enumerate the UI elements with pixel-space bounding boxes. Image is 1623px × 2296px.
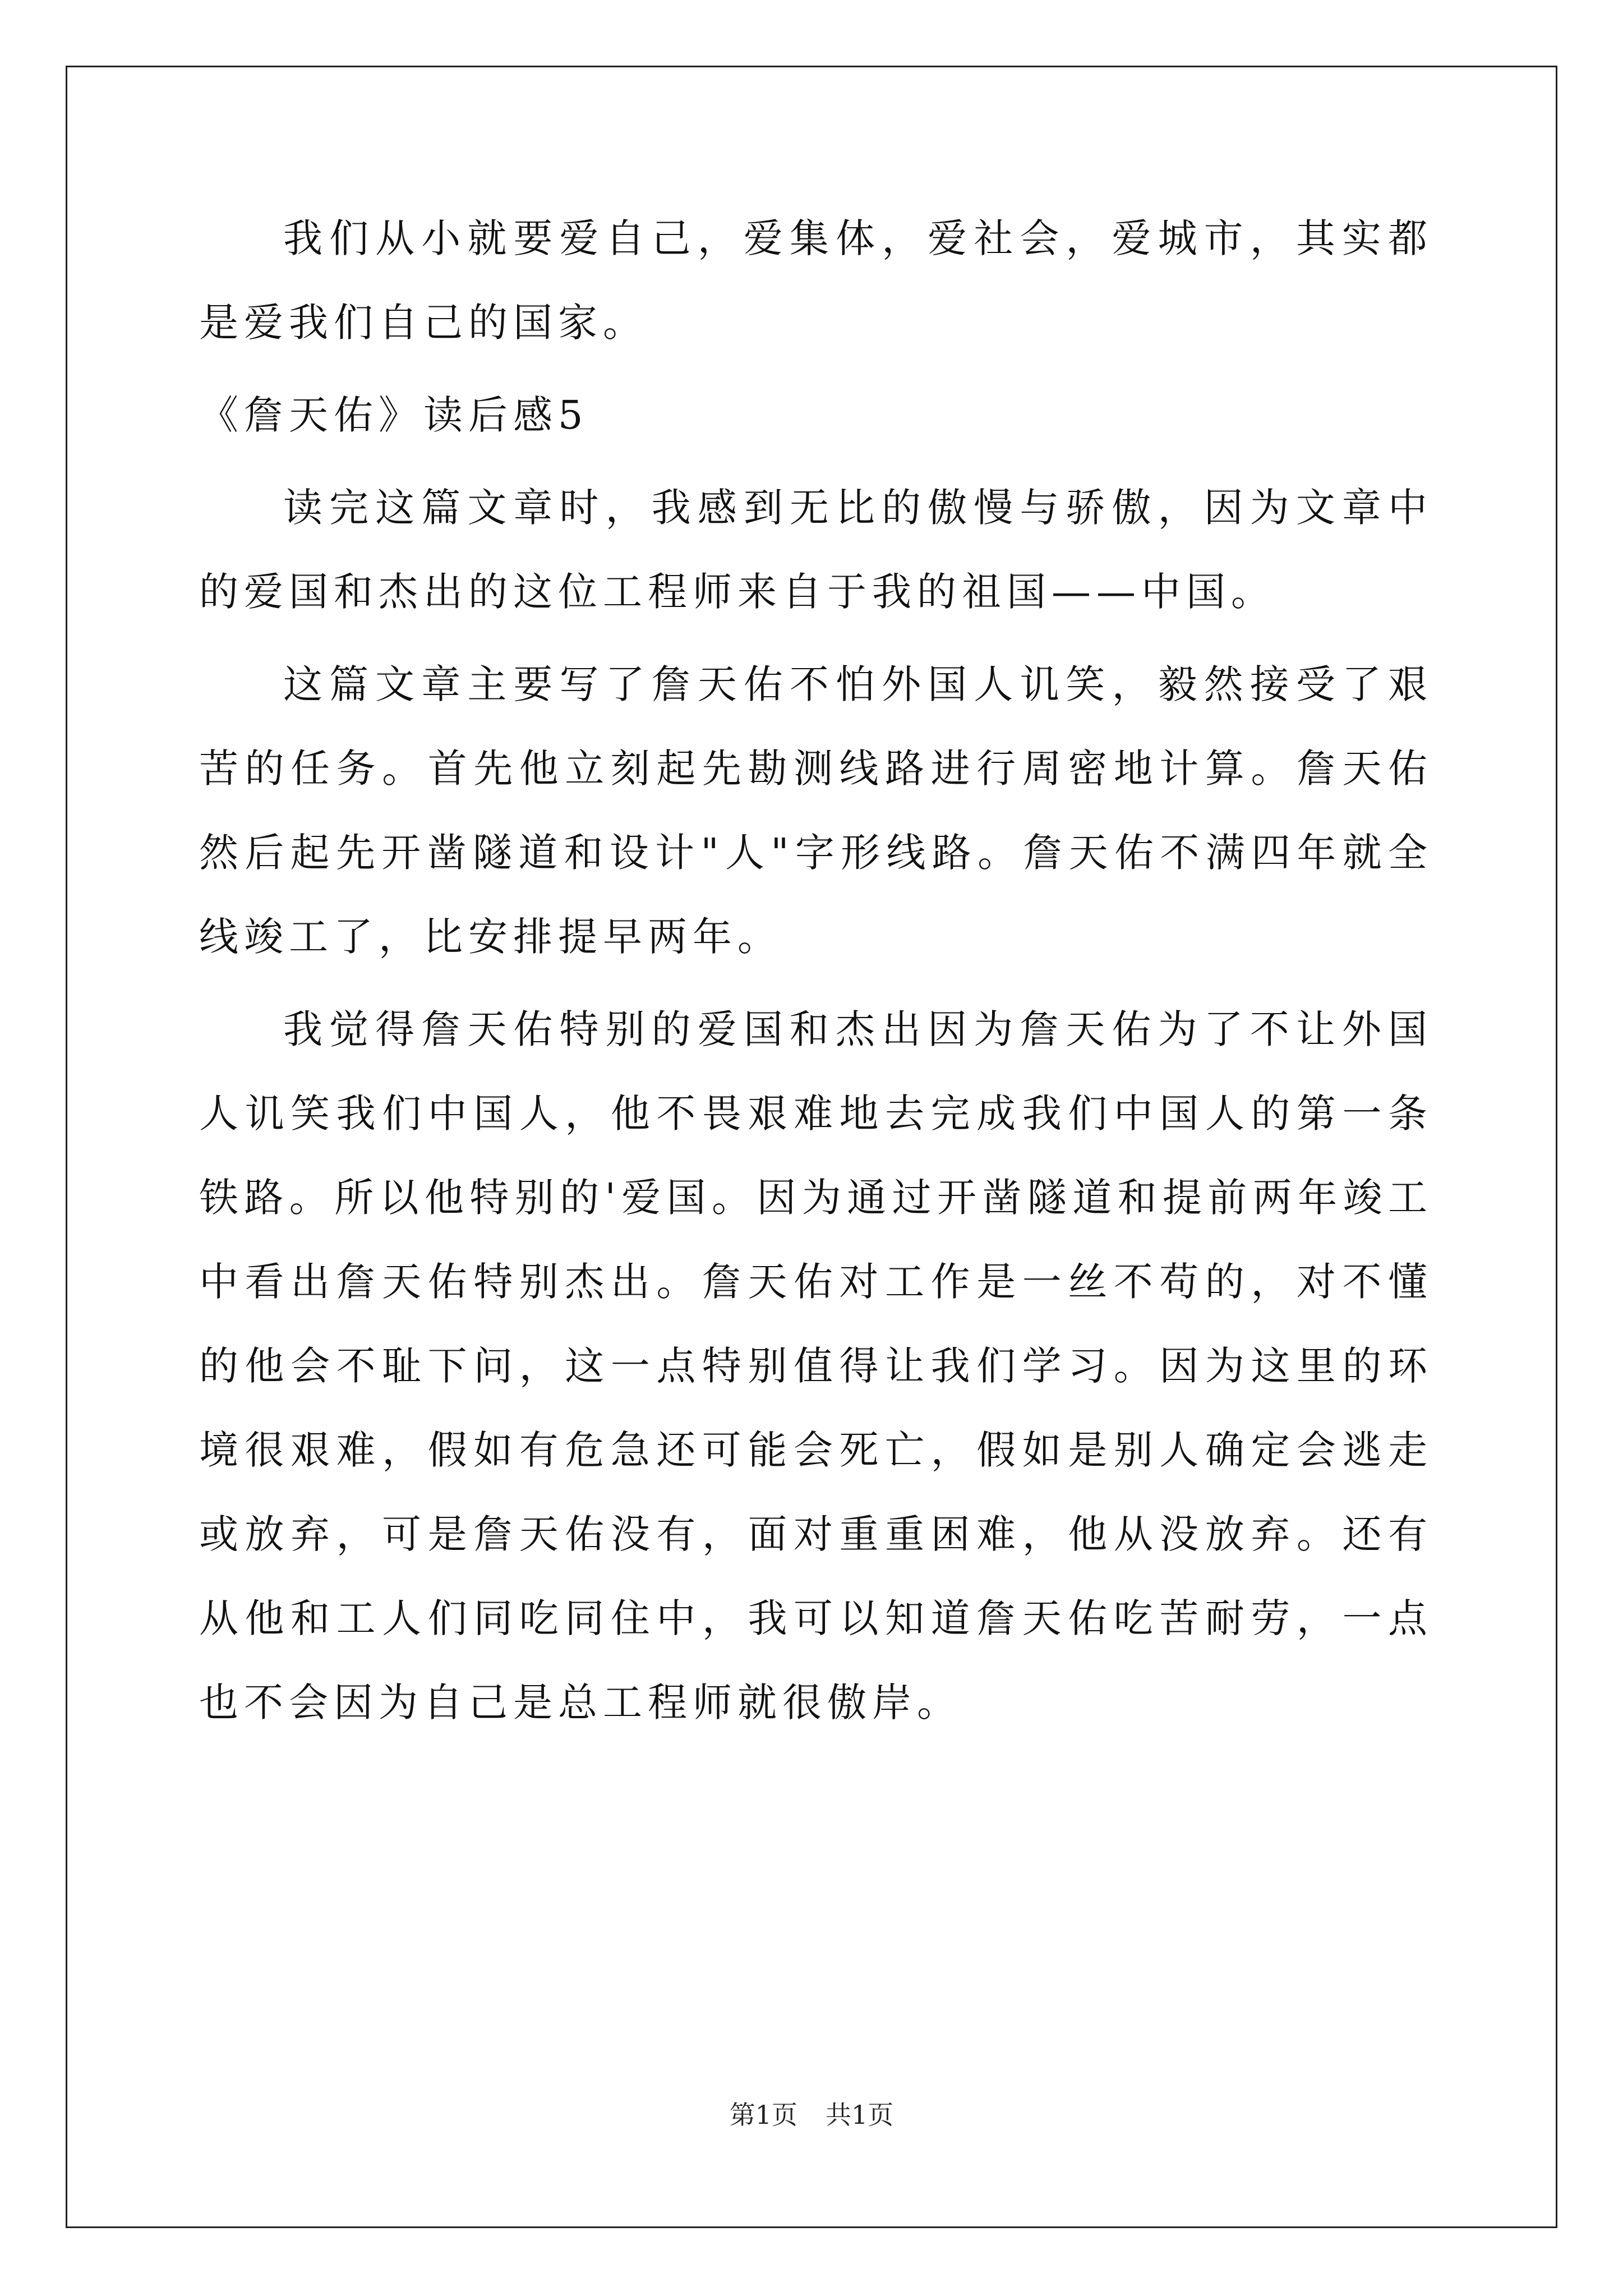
page-total: 共1页 — [826, 2100, 894, 2130]
paragraph-intro: 我们从小就要爱自己，爱集体，爱社会，爱城市，其实都是爱我们自己的国家。 — [199, 215, 1433, 346]
document-body — [199, 196, 1433, 1753]
paragraph-1: 读完这篇文章时，我感到无比的傲慢与骄傲，因为文章中的爱国和杰出的这位工程师来自于我的祖国——中国。 — [199, 485, 1433, 615]
paragraph-2: 这篇文章主要写了詹天佑不怕外国人讥笑，毅然接受了艰苦的任务。首先他立刻起先勘测线路进行周密地计算。詹天佑然后起先开凿隧道和设计"人"字形线路。詹天佑不满四年就全线竣工了，比安排提早两年。 — [199, 661, 1433, 960]
page-number: 第1页 — [729, 2100, 797, 2130]
page-footer — [0, 2098, 1623, 2132]
section-heading: 《詹天佑》读后感5 — [199, 392, 589, 438]
paragraph-3: 我觉得詹天佑特别的爱国和杰出因为詹天佑为了不让外国人讥笑我们中国人，他不畏艰难地去完成我们中国人的第一条铁路。所以他特别的'爱国。因为通过开凿隧道和提前两年竣工中看出詹天佑特别杰出。詹天佑对工作是一丝不苟的，对不懂的他会不耻下问，这一点特别值得让我们学习。因为这里的环境很艰难，假如有危急还可能会死亡，假如是别人确定会逃走或放弃，可是詹天佑没有，面对重重困难，他从没放弃。还有从他和工人们同吃同住中，我可以知道詹天佑吃苦耐劳，一点也不会因为自己是总工程师就很傲岸。 — [199, 1006, 1433, 1726]
